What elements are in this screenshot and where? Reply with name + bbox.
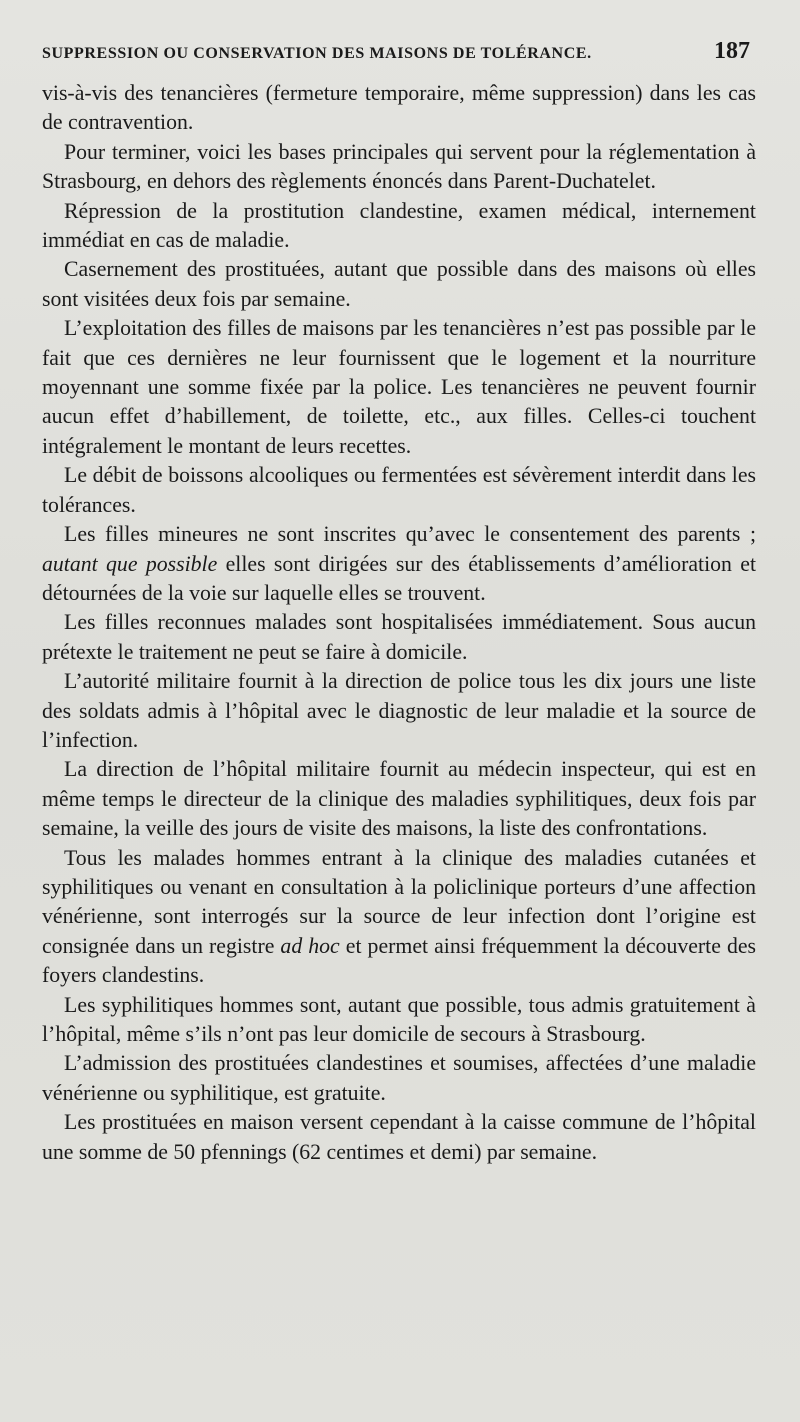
- text-segment: Les filles mineures ne sont inscrites qu’avec le consentement des parents ;: [64, 522, 756, 547]
- paragraph-malades-hommes: [42, 844, 756, 991]
- paragraph-exploitation: L’exploitation des filles de maisons par les tenancières n’est pas possible par le fait que ces dernières ne leur fournissent que le logement et la nourriture moyennant une somme fixée par la police. Les tenancières ne peuvent fournir aucun effet d’habillement, de toilette, etc., aux filles. Celles-ci touchent intégralement le montant de leurs recettes.: [42, 316, 756, 458]
- page-header: [42, 38, 756, 65]
- paragraph-casernement: Casernement des prostituées, autant que possible dans des maisons où elles sont visitées deux fois par semaine.: [42, 257, 756, 311]
- paragraph-strasbourg-intro: Pour terminer, voici les bases principales qui servent pour la réglementation à Strasbourg, en dehors des règlements énoncés dans Parent-Duchatelet.: [42, 139, 756, 194]
- paragraph-repression: Répression de la prostitution clandestine, examen médical, internement immédiat en cas de maladie.: [42, 198, 756, 253]
- paragraph-hopital-militaire: La direction de l’hôpital militaire fournit au médecin inspecteur, qui est en même temps le directeur de la clinique des maladies syphilitiques, deux fois par semaine, la veille des jours de visite des maisons, la liste des confrontations.: [42, 757, 756, 841]
- text-segment: elles sont dirigées sur des établissements d’amélioration et détournées de la voie sur laquelle elles se trouvent.: [42, 551, 756, 605]
- paragraph-boissons: Le débit de boissons alcooliques ou fermentées est sévèrement interdit dans les tolérances.: [42, 463, 756, 517]
- paragraph-malades: Les filles reconnues malades sont hospitalisées immédiatement. Sous aucun prétexte le traitement ne peut se faire à domicile.: [42, 610, 756, 664]
- text-segment: Tous les malades hommes entrant à la clinique des maladies cutanées et syphilitiques ou venant en consultation à la policlinique porteurs d’une affection vénérienne, sont interrogés sur la source de leur infection dont l’origine est consignée dans un registre: [42, 845, 756, 958]
- paragraph-caisse: Les prostituées en maison versent cependant à la caisse commune de l’hôpital une somme de 50 pfennings (62 centimes et demi) par semaine.: [42, 1110, 756, 1164]
- paragraph-autorite-militaire: L’autorité militaire fournit à la direction de police tous les dix jours une liste des soldats admis à l’hôpital avec le diagnostic de leur maladie et la source de l’infection.: [42, 669, 756, 752]
- italic-segment: autant que possible: [42, 551, 218, 576]
- paragraph-mineures: [42, 520, 756, 608]
- page-number: 187: [714, 38, 750, 64]
- italic-segment: ad hoc: [280, 933, 340, 958]
- text-segment: et permet ainsi fréquemment la découverte des foyers clandestins.: [42, 933, 757, 988]
- paragraph-continuation: vis-à-vis des tenancières (fermeture temporaire, même suppression) dans les cas de contravention.: [42, 81, 756, 135]
- paragraph-admission: L’admission des prostituées clandestines et soumises, affectées d’une maladie vénérienne ou syphilitique, est gratuite.: [42, 1051, 756, 1105]
- paragraph-syphilitiques: Les syphilitiques hommes sont, autant que possible, tous admis gratuitement à l’hôpital, même s’ils n’ont pas leur domicile de secours à Strasbourg.: [42, 992, 756, 1046]
- running-head: SUPPRESSION OU CONSERVATION DES MAISONS DE TOLÉRANCE.: [42, 45, 592, 62]
- body-text: [42, 79, 756, 1167]
